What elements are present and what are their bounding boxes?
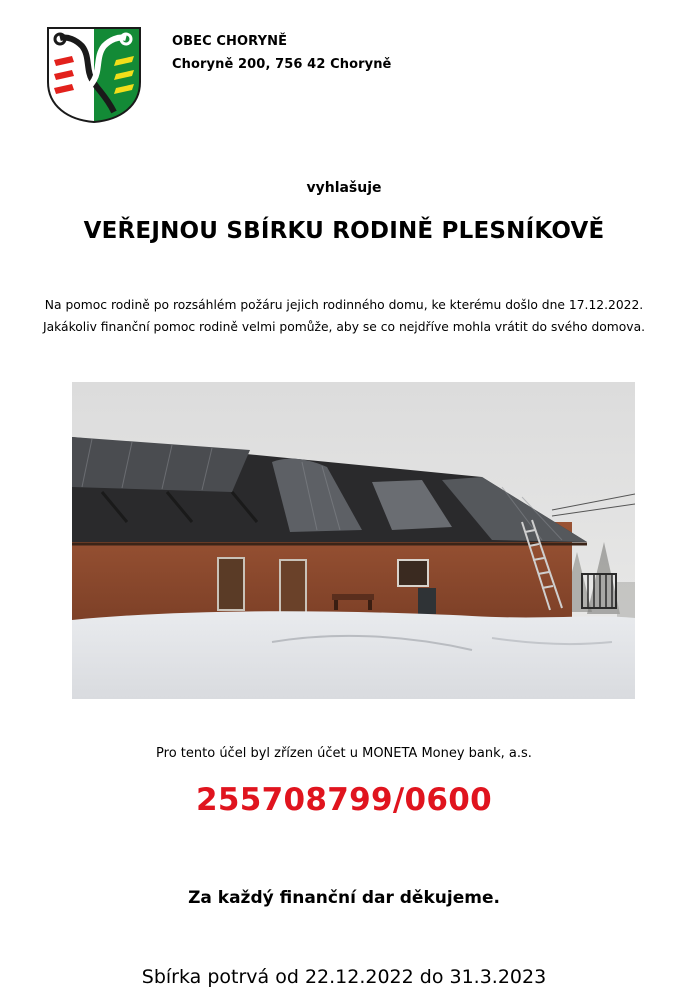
- organization-address: Choryně 200, 756 42 Choryně: [172, 57, 392, 72]
- page-title: VEŘEJNOU SBÍRKU RODINĚ PLESNÍKOVĚ: [83, 218, 605, 244]
- announce-text: vyhlašuje: [306, 180, 382, 196]
- thanks-text: Za každý finanční dar děkujeme.: [188, 888, 500, 908]
- coat-of-arms-icon: [46, 26, 142, 124]
- bank-info-text: Pro tento účel byl zřízen účet u MONETA Money bank, a.s.: [156, 746, 532, 761]
- burned-house-photo: [72, 382, 635, 699]
- intro-line-2: Jakákoliv finanční pomoc rodině velmi pomůže, aby se co nejdříve mohla vrátit do svého domova.: [42, 320, 646, 334]
- collection-period: Sbírka potrvá od 22.12.2022 do 31.3.2023: [141, 966, 547, 988]
- intro-line-1: Na pomoc rodině po rozsáhlém požáru jejich rodinného domu, ke kterému došlo dne 17.12.2022.: [44, 298, 644, 312]
- account-number: 255708799/0600: [196, 782, 492, 818]
- organization-name: OBEC CHORYNĚ: [172, 34, 288, 49]
